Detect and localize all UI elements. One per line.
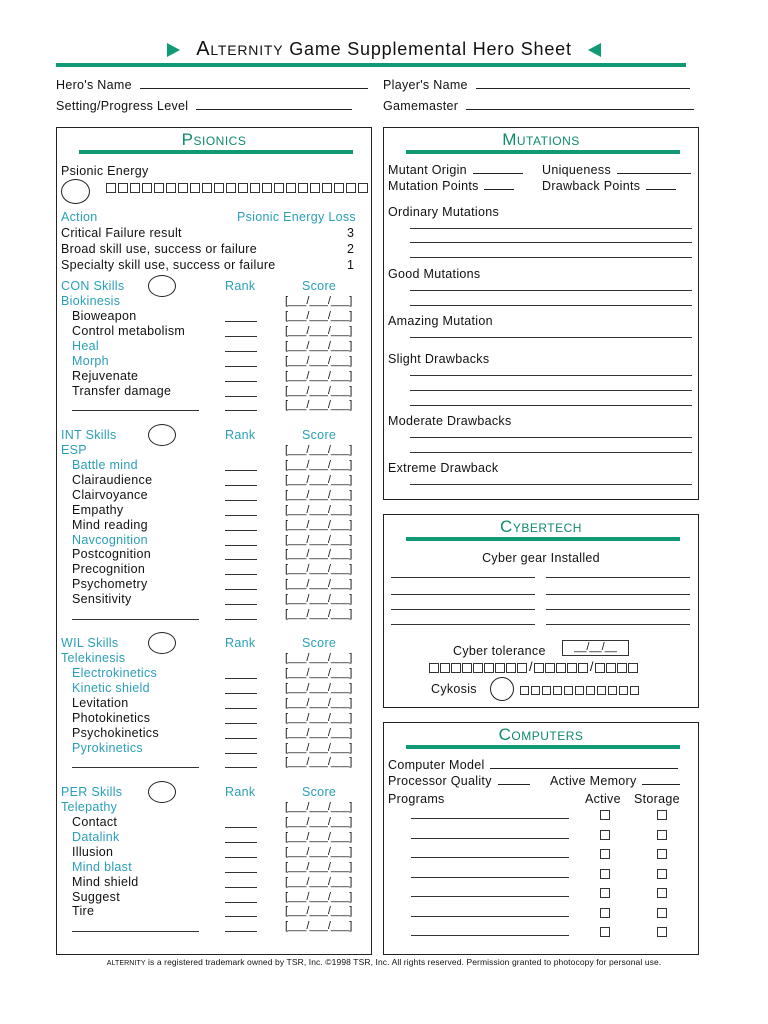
rank-header: Rank — [225, 428, 256, 442]
specialty-skill-label: Navcognition — [72, 532, 148, 547]
specialty-skill-label: Pyrokinetics — [72, 740, 143, 755]
rank-line[interactable] — [225, 351, 257, 352]
specialty-score[interactable]: [___/___/___] — [285, 920, 353, 933]
energy-loss-header: Psionic Energy Loss — [237, 210, 356, 224]
specialty-skill-label: Illusion — [72, 844, 114, 859]
mutation-entry-line[interactable] — [410, 337, 692, 338]
rank-line[interactable] — [225, 723, 257, 724]
specialty-score[interactable]: [___/___/___] — [285, 310, 353, 322]
mutation-entry-line[interactable] — [410, 437, 692, 438]
energy-checkbox[interactable] — [346, 183, 356, 193]
rank-line[interactable] — [225, 887, 257, 888]
uniqueness-field[interactable]: Uniqueness — [542, 163, 691, 177]
energy-checkbox[interactable] — [154, 183, 164, 193]
action-loss-value: 3 — [347, 226, 355, 240]
specialty-score[interactable]: [___/___/___] — [285, 860, 353, 873]
specialty-skill-label: Datalink — [72, 829, 120, 844]
energy-checkbox[interactable] — [334, 183, 344, 193]
cyber-gear-line[interactable] — [546, 609, 690, 610]
psionics-panel — [56, 127, 372, 955]
mutation-entry-line[interactable] — [410, 375, 692, 376]
specialty-skill-label: Levitation — [72, 695, 129, 710]
storage-checkbox[interactable] — [657, 869, 667, 879]
active-checkbox[interactable] — [600, 869, 610, 879]
storage-checkbox[interactable] — [657, 810, 667, 820]
energy-checkbox[interactable] — [106, 183, 116, 193]
specialty-skill-label: Empathy — [72, 502, 124, 517]
program-name-line[interactable] — [411, 838, 569, 839]
amazing-mutation-label: Amazing Mutation — [388, 314, 493, 328]
specialty-skill-label: Bioweapon — [72, 309, 137, 323]
mutation-entry-line[interactable] — [410, 228, 692, 229]
specialty-score[interactable]: [___/___/___] — [285, 875, 353, 888]
specialty-score[interactable]: [___/___/___] — [285, 667, 353, 679]
cyber-tolerance-label: Cyber tolerance — [453, 644, 546, 658]
cykosis-checkbox[interactable] — [553, 686, 562, 695]
mutation-entry-line[interactable] — [410, 305, 692, 306]
psionic-energy-circle[interactable] — [61, 179, 90, 204]
programs-label: Programs — [388, 792, 445, 806]
cybertech-rule — [406, 537, 680, 541]
rank-line[interactable] — [225, 559, 257, 560]
storage-checkbox[interactable] — [657, 849, 667, 859]
left-arrow-icon — [588, 43, 601, 57]
storage-column-label: Storage — [634, 792, 680, 806]
rank-line[interactable] — [225, 753, 257, 754]
energy-checkbox[interactable] — [190, 183, 200, 193]
rank-line[interactable] — [225, 530, 257, 531]
computers-title: COMPUTERS — [498, 725, 584, 744]
rank-line[interactable] — [225, 738, 257, 739]
specialty-skill-label: Morph — [72, 353, 109, 368]
mutation-entry-line[interactable] — [410, 242, 692, 243]
energy-checkbox[interactable] — [238, 183, 248, 193]
ordinary-mutations-label: Ordinary Mutations — [388, 205, 499, 219]
specialty-score[interactable]: [___/___/___] — [285, 816, 353, 828]
storage-checkbox[interactable] — [657, 927, 667, 937]
computer-model-field[interactable]: Computer Model — [388, 758, 678, 772]
specialty-skill-label: Postcognition — [72, 547, 151, 562]
specialty-skill-label: Mind blast — [72, 859, 132, 874]
specialty-score[interactable]: [___/___/___] — [285, 548, 353, 561]
specialty-score[interactable]: [___/___/___] — [285, 711, 353, 724]
score-header: Score — [302, 279, 337, 293]
rank-line[interactable] — [225, 574, 257, 575]
rank-line[interactable] — [225, 693, 257, 694]
rank-line[interactable] — [225, 470, 257, 471]
storage-checkbox[interactable] — [657, 908, 667, 918]
specialty-score[interactable]: [___/___/___] — [285, 696, 353, 709]
cykosis-checkbox[interactable] — [531, 686, 540, 695]
separator-slash: / — [529, 659, 533, 674]
rank-line[interactable] — [225, 708, 257, 709]
tolerance-checkbox[interactable] — [595, 663, 605, 673]
tolerance-checkbox[interactable] — [617, 663, 627, 673]
cyber-gear-line[interactable] — [546, 594, 690, 595]
specialty-score[interactable]: [___/___/___] — [285, 756, 353, 769]
cykosis-boxes[interactable] — [520, 683, 641, 697]
active-checkbox[interactable] — [600, 888, 610, 898]
psionics-rule — [79, 150, 353, 154]
skill-score-circle[interactable] — [148, 424, 176, 446]
tolerance-checkbox[interactable] — [495, 663, 505, 673]
action-loss-value: 1 — [347, 258, 355, 272]
mutation-entry-line[interactable] — [410, 390, 692, 391]
skill-score-circle[interactable] — [148, 632, 176, 654]
rank-line[interactable] — [225, 545, 257, 546]
rank-line[interactable] — [225, 916, 257, 917]
tolerance-checkbox[interactable] — [506, 663, 516, 673]
energy-checkbox[interactable] — [286, 183, 296, 193]
energy-checkbox[interactable] — [358, 183, 368, 193]
tolerance-checkbox[interactable] — [440, 663, 450, 673]
mutations-rule — [406, 150, 680, 154]
players-name-field[interactable]: Player's Name — [383, 78, 690, 92]
rank-header: Rank — [225, 636, 256, 650]
cyber-gear-line[interactable] — [391, 577, 535, 578]
heros-name-field[interactable]: Hero's Name — [56, 78, 368, 92]
specialty-score[interactable]: [___/___/___] — [285, 563, 353, 576]
right-arrow-icon — [167, 43, 180, 57]
cyber-tolerance-boxes[interactable] — [429, 659, 639, 674]
specialty-score[interactable]: [___/___/___] — [285, 339, 353, 352]
storage-checkbox[interactable] — [657, 888, 667, 898]
specialty-score[interactable]: [___/___/___] — [285, 845, 353, 858]
specialty-skill-label: Contact — [72, 815, 118, 829]
mutant-origin-field[interactable]: Mutant Origin — [388, 163, 523, 177]
specialty-score[interactable]: [___/___/___] — [285, 503, 353, 516]
blank-skill-line[interactable] — [72, 931, 199, 932]
cybertech-title: CYBERTECH — [500, 517, 582, 536]
cykosis-checkbox[interactable] — [564, 686, 573, 695]
rank-line[interactable] — [225, 619, 257, 620]
specialty-skill-label: Photokinetics — [72, 710, 151, 725]
active-checkbox[interactable] — [600, 908, 610, 918]
mutation-entry-line[interactable] — [410, 405, 692, 406]
cykosis-checkbox[interactable] — [630, 686, 639, 695]
cyber-tolerance-box[interactable]: __/__/__ — [562, 640, 629, 656]
action-label: Critical Failure result — [61, 226, 182, 240]
cyber-gear-line[interactable] — [391, 609, 535, 610]
tolerance-checkbox[interactable] — [556, 663, 566, 673]
broad-skill-score[interactable]: [___/___/___] — [285, 801, 353, 813]
program-name-line[interactable] — [411, 877, 569, 878]
active-memory-field[interactable]: Active Memory — [550, 774, 680, 788]
cykosis-circle[interactable] — [490, 677, 514, 701]
computers-rule — [406, 745, 680, 749]
tolerance-checkbox[interactable] — [451, 663, 461, 673]
tolerance-checkbox[interactable] — [462, 663, 472, 673]
blank-skill-line[interactable] — [72, 619, 199, 620]
psionics-title: PSIONICS — [181, 130, 247, 149]
footer-notice: ALTERNITY is a registered trademark owned by TSR, Inc. ©1998 TSR, Inc. All rights reserved. Permission granted to photocopy for personal use. — [106, 957, 662, 967]
good-mutations-label: Good Mutations — [388, 267, 481, 281]
specialty-skill-label: Sensitivity — [72, 592, 132, 607]
title-text: ALTERNITY Game Supplemental Hero Sheet — [196, 38, 572, 60]
specialty-skill-label: Tire — [72, 904, 95, 919]
active-checkbox[interactable] — [600, 830, 610, 840]
tolerance-checkbox[interactable] — [628, 663, 638, 673]
mutation-entry-line[interactable] — [410, 484, 692, 485]
cyber-gear-line[interactable] — [391, 624, 535, 625]
mutation-points-field[interactable]: Mutation Points — [388, 179, 514, 193]
processor-quality-field[interactable]: Processor Quality — [388, 774, 530, 788]
mutations-panel — [383, 127, 699, 500]
cykosis-checkbox[interactable] — [542, 686, 551, 695]
title-rule — [56, 63, 686, 67]
cykosis-checkbox[interactable] — [619, 686, 628, 695]
moderate-drawbacks-label: Moderate Drawbacks — [388, 414, 512, 428]
specialty-score[interactable]: [___/___/___] — [285, 354, 353, 367]
cyber-gear-line[interactable] — [546, 577, 690, 578]
skill-group-heading: WIL Skills — [61, 636, 119, 650]
specialty-skill-label: Electrokinetics — [72, 666, 158, 680]
specialty-score[interactable]: [___/___/___] — [285, 593, 353, 606]
rank-line[interactable] — [225, 767, 257, 768]
energy-checkbox[interactable] — [322, 183, 332, 193]
mutation-entry-line[interactable] — [410, 257, 692, 258]
specialty-score[interactable]: [___/___/___] — [285, 459, 353, 471]
specialty-skill-label: Mind shield — [72, 874, 139, 889]
specialty-score[interactable]: [___/___/___] — [285, 890, 353, 903]
rank-line[interactable] — [225, 872, 257, 873]
psionic-energy-boxes[interactable] — [106, 180, 370, 194]
slight-drawbacks-label: Slight Drawbacks — [388, 352, 490, 366]
program-name-line[interactable] — [411, 935, 569, 936]
separator-slash: / — [589, 659, 594, 674]
broad-skill-score[interactable]: [___/___/___] — [285, 295, 353, 307]
specialty-score[interactable]: [___/___/___] — [285, 905, 353, 918]
rank-line[interactable] — [225, 321, 257, 322]
rank-line[interactable] — [225, 500, 257, 501]
energy-checkbox[interactable] — [262, 183, 272, 193]
rank-line[interactable] — [225, 381, 257, 382]
rank-line[interactable] — [225, 857, 257, 858]
rank-line[interactable] — [225, 366, 257, 367]
score-header: Score — [302, 636, 337, 650]
psionic-energy-label: Psionic Energy — [61, 164, 149, 178]
program-name-line[interactable] — [411, 916, 569, 917]
gamemaster-field[interactable]: Gamemaster — [383, 99, 694, 113]
cykosis-checkbox[interactable] — [586, 686, 595, 695]
active-checkbox[interactable] — [600, 927, 610, 937]
specialty-skill-label: Mind reading — [72, 517, 148, 532]
tolerance-checkbox[interactable] — [429, 663, 439, 673]
specialty-score[interactable]: [___/___/___] — [285, 608, 353, 620]
energy-checkbox[interactable] — [214, 183, 224, 193]
cykosis-checkbox[interactable] — [608, 686, 617, 695]
cykosis-checkbox[interactable] — [575, 686, 584, 695]
active-checkbox[interactable] — [600, 810, 610, 820]
specialty-score[interactable]: [___/___/___] — [285, 488, 353, 501]
rank-line[interactable] — [225, 336, 257, 337]
tolerance-checkbox[interactable] — [484, 663, 494, 673]
tolerance-checkbox[interactable] — [534, 663, 544, 673]
action-label: Broad skill use, success or failure — [61, 242, 257, 256]
broad-skill-label: Biokinesis — [61, 294, 121, 308]
broad-skill-score[interactable]: [___/___/___] — [285, 444, 353, 456]
sheet-title — [60, 38, 708, 64]
action-label: Specialty skill use, success or failure — [61, 258, 276, 272]
energy-checkbox[interactable] — [130, 183, 140, 193]
active-column-label: Active — [585, 792, 621, 806]
rank-line[interactable] — [225, 589, 257, 590]
rank-line[interactable] — [225, 485, 257, 486]
computers-panel — [383, 722, 699, 955]
action-header: Action — [61, 210, 98, 224]
score-header: Score — [302, 785, 337, 799]
rank-line[interactable] — [225, 842, 257, 843]
mutation-entry-line[interactable] — [410, 290, 692, 291]
drawback-points-field[interactable]: Drawback Points — [542, 179, 676, 193]
specialty-skill-label: Psychometry — [72, 577, 148, 592]
specialty-skill-label: Control metabolism — [72, 323, 186, 338]
cykosis-checkbox[interactable] — [597, 686, 606, 695]
setting-progress-field[interactable]: Setting/Progress Level — [56, 99, 352, 113]
specialty-score[interactable]: [___/___/___] — [285, 681, 353, 694]
skill-score-circle[interactable] — [148, 781, 176, 803]
specialty-score[interactable]: [___/___/___] — [285, 369, 353, 382]
energy-checkbox[interactable] — [202, 183, 212, 193]
energy-checkbox[interactable] — [178, 183, 188, 193]
storage-checkbox[interactable] — [657, 830, 667, 840]
specialty-score[interactable]: [___/___/___] — [285, 473, 353, 486]
action-loss-value: 2 — [347, 242, 355, 256]
tolerance-checkbox[interactable] — [606, 663, 616, 673]
energy-checkbox[interactable] — [310, 183, 320, 193]
specialty-skill-label: Kinetic shield — [72, 680, 150, 695]
mutation-entry-line[interactable] — [410, 452, 692, 453]
specialty-skill-label: Precognition — [72, 562, 146, 577]
specialty-skill-label: Clairaudience — [72, 472, 153, 487]
rank-line[interactable] — [225, 410, 257, 411]
specialty-skill-label: Rejuvenate — [72, 368, 139, 383]
cyber-gear-line[interactable] — [391, 594, 535, 595]
cykosis-checkbox[interactable] — [520, 686, 529, 695]
skill-score-circle[interactable] — [148, 275, 176, 297]
specialty-skill-label: Battle mind — [72, 458, 138, 472]
energy-checkbox[interactable] — [226, 183, 236, 193]
broad-skill-label: ESP — [61, 443, 87, 457]
specialty-skill-label: Clairvoyance — [72, 487, 148, 502]
specialty-score[interactable]: [___/___/___] — [285, 741, 353, 754]
specialty-score[interactable]: [___/___/___] — [285, 830, 353, 843]
tolerance-checkbox[interactable] — [545, 663, 555, 673]
tolerance-checkbox[interactable] — [517, 663, 527, 673]
broad-skill-score[interactable]: [___/___/___] — [285, 652, 353, 664]
program-name-line[interactable] — [411, 857, 569, 858]
specialty-skill-label: Psychokinetics — [72, 725, 159, 740]
specialty-score[interactable]: [___/___/___] — [285, 578, 353, 591]
program-name-line[interactable] — [411, 818, 569, 819]
tolerance-checkbox[interactable] — [578, 663, 588, 673]
cyber-gear-label: Cyber gear Installed — [482, 551, 600, 565]
energy-checkbox[interactable] — [298, 183, 308, 193]
score-header: Score — [302, 428, 337, 442]
rank-line[interactable] — [225, 515, 257, 516]
specialty-score[interactable]: [___/___/___] — [285, 518, 353, 531]
specialty-score[interactable]: [___/___/___] — [285, 533, 353, 546]
specialty-skill-label: Transfer damage — [72, 383, 172, 398]
cybertech-panel — [383, 514, 699, 708]
energy-checkbox[interactable] — [250, 183, 260, 193]
active-checkbox[interactable] — [600, 849, 610, 859]
rank-line[interactable] — [225, 396, 257, 397]
specialty-skill-label: Suggest — [72, 889, 120, 904]
rank-line[interactable] — [225, 604, 257, 605]
blank-skill-line[interactable] — [72, 767, 199, 768]
energy-checkbox[interactable] — [142, 183, 152, 193]
energy-checkbox[interactable] — [118, 183, 128, 193]
specialty-skill-label: Heal — [72, 338, 99, 353]
specialty-score[interactable]: [___/___/___] — [285, 399, 353, 412]
skill-group-heading: INT Skills — [61, 428, 117, 442]
skill-group-heading: CON Skills — [61, 279, 125, 293]
skill-group-heading: PER Skills — [61, 785, 123, 799]
tolerance-checkbox[interactable] — [567, 663, 577, 673]
rank-line[interactable] — [225, 902, 257, 903]
blank-skill-line[interactable] — [72, 410, 199, 411]
energy-checkbox[interactable] — [274, 183, 284, 193]
rank-line[interactable] — [225, 678, 257, 679]
cykosis-label: Cykosis — [431, 682, 477, 696]
broad-skill-label: Telekinesis — [61, 651, 126, 665]
rank-header: Rank — [225, 785, 256, 799]
tolerance-checkbox[interactable] — [473, 663, 483, 673]
broad-skill-label: Telepathy — [61, 800, 118, 814]
extreme-drawback-label: Extreme Drawback — [388, 461, 499, 475]
rank-header: Rank — [225, 279, 256, 293]
specialty-score[interactable]: [___/___/___] — [285, 726, 353, 739]
program-name-line[interactable] — [411, 896, 569, 897]
specialty-score[interactable]: [___/___/___] — [285, 324, 353, 337]
rank-line[interactable] — [225, 827, 257, 828]
mutations-title: MUTATIONS — [502, 130, 580, 149]
rank-line[interactable] — [225, 931, 257, 932]
specialty-score[interactable]: [___/___/___] — [285, 384, 353, 397]
cyber-gear-line[interactable] — [546, 624, 690, 625]
energy-checkbox[interactable] — [166, 183, 176, 193]
